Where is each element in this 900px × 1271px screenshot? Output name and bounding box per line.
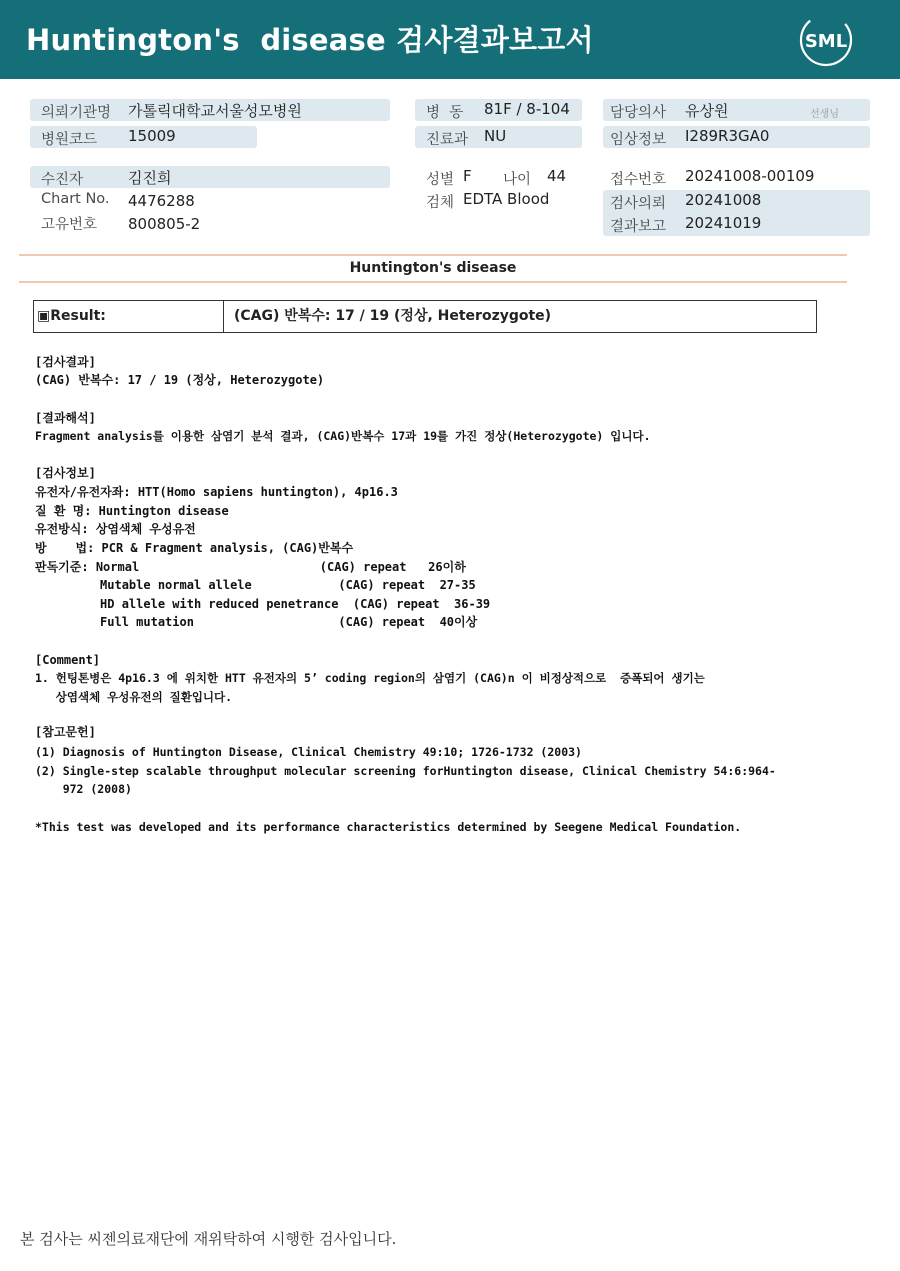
- ref-heading: [참고문헌]: [35, 725, 96, 739]
- report-header: [0, 0, 900, 79]
- patient-value: 김진희: [128, 169, 172, 187]
- clinical-info-label: 임상정보: [610, 132, 667, 148]
- info-line: 유전방식: 상염색체 우성유전: [35, 522, 196, 536]
- comment-line: 1. 헌팅톤병은 4p16.3 에 위치한 HTT 유전자의 5’ coding region의 삼염기 (CAG)n 이 비정상적으로 증폭되어 생기는: [35, 671, 705, 685]
- receipt-no-label: 접수번호: [610, 172, 667, 188]
- disclaimer: *This test was developed and its performance characteristics determined by Seegene Medical Foundation.: [35, 820, 742, 834]
- result-label: ▣Result:: [34, 301, 224, 332]
- report-date-label: 결과보고: [610, 219, 667, 235]
- sml-logo: [798, 12, 854, 68]
- request-date-label: 검사의뢰: [610, 196, 667, 212]
- unique-id-value: 800805-2: [128, 215, 201, 233]
- info-heading: [검사정보]: [35, 466, 96, 480]
- info-bar: [30, 166, 390, 188]
- sex-value: F: [463, 167, 472, 185]
- info-line: 유전자/유전자좌: HTT(Homo sapiens huntington), 4p16.3: [35, 485, 398, 499]
- interp-heading: [결과해석]: [35, 411, 96, 425]
- ref-line: (2) Single-step scalable throughput molecular screening forHuntington disease, Clinical Chemistry 54:6:964-: [35, 764, 776, 778]
- section-divider-top: [19, 254, 847, 256]
- info-line: Full mutation (CAG) repeat 40이상: [35, 615, 478, 629]
- patient-label: 수진자: [41, 172, 84, 188]
- sex-label: 성별: [426, 172, 455, 188]
- institution-label: 의뢰기관명: [41, 105, 112, 121]
- info-line: HD allele with reduced penetrance (CAG) repeat 36-39: [35, 597, 491, 611]
- report-date-value: 20241019: [685, 214, 762, 232]
- result-summary-box: [33, 300, 817, 333]
- age-value: 44: [547, 167, 567, 185]
- footer-note: 본 검사는 씨젠의료재단에 재위탁하여 시행한 검사입니다.: [20, 1230, 397, 1248]
- report-title: Huntington's disease 검사결과보고서: [26, 23, 594, 57]
- comment-heading: [Comment]: [35, 653, 101, 667]
- ref-line: 972 (2008): [35, 782, 132, 796]
- result-line: (CAG) 반복수: 17 / 19 (정상, Heterozygote): [35, 373, 325, 387]
- section-divider-bottom: [19, 281, 847, 283]
- info-line: 판독기준: Normal (CAG) repeat 26이하: [35, 560, 466, 574]
- chart-no-value: 4476288: [128, 192, 195, 210]
- doctor-value: 유상원: [685, 102, 729, 120]
- specimen-value: EDTA Blood: [463, 190, 550, 208]
- institution-value: 가톨릭대학교서울성모병원: [128, 102, 302, 120]
- result-heading: [검사결과]: [35, 355, 96, 369]
- info-line: Mutable normal allele (CAG) repeat 27-35: [35, 578, 476, 592]
- request-date-value: 20241008: [685, 191, 762, 209]
- dept-label: 진료과: [426, 132, 469, 148]
- receipt-no-value: 20241008-00109: [685, 167, 815, 185]
- section-title: Huntington's disease: [349, 260, 517, 276]
- age-label: 나이: [503, 172, 532, 188]
- interp-line: Fragment analysis를 이용한 삼염기 분석 결과, (CAG)반복수 17과 19를 가진 정상(Heterozygote) 입니다.: [35, 429, 651, 443]
- logo-text: SML: [804, 31, 848, 52]
- ward-value: 81F / 8-104: [484, 100, 570, 118]
- doctor-label: 담당의사: [610, 105, 667, 121]
- result-value: (CAG) 반복수: 17 / 19 (정상, Heterozygote): [234, 308, 552, 324]
- chart-no-label: Chart No.: [41, 191, 110, 207]
- clinical-info-value: I289R3GA0: [685, 127, 770, 145]
- info-line: 방 법: PCR & Fragment analysis, (CAG)반복수: [35, 541, 354, 555]
- unique-id-label: 고유번호: [41, 217, 98, 233]
- doctor-suffix: 선생님: [810, 109, 839, 120]
- hospital-code-label: 병원코드: [41, 132, 98, 148]
- ref-line: (1) Diagnosis of Huntington Disease, Clinical Chemistry 49:10; 1726-1732 (2003): [35, 745, 582, 759]
- hospital-code-value: 15009: [128, 127, 176, 145]
- dept-value: NU: [484, 127, 507, 145]
- specimen-label: 검체: [426, 195, 455, 211]
- info-line: 질 환 명: Huntington disease: [35, 504, 229, 518]
- ward-label: 병 동: [426, 105, 464, 121]
- comment-line: 상염색체 우성유전의 질환입니다.: [35, 690, 233, 704]
